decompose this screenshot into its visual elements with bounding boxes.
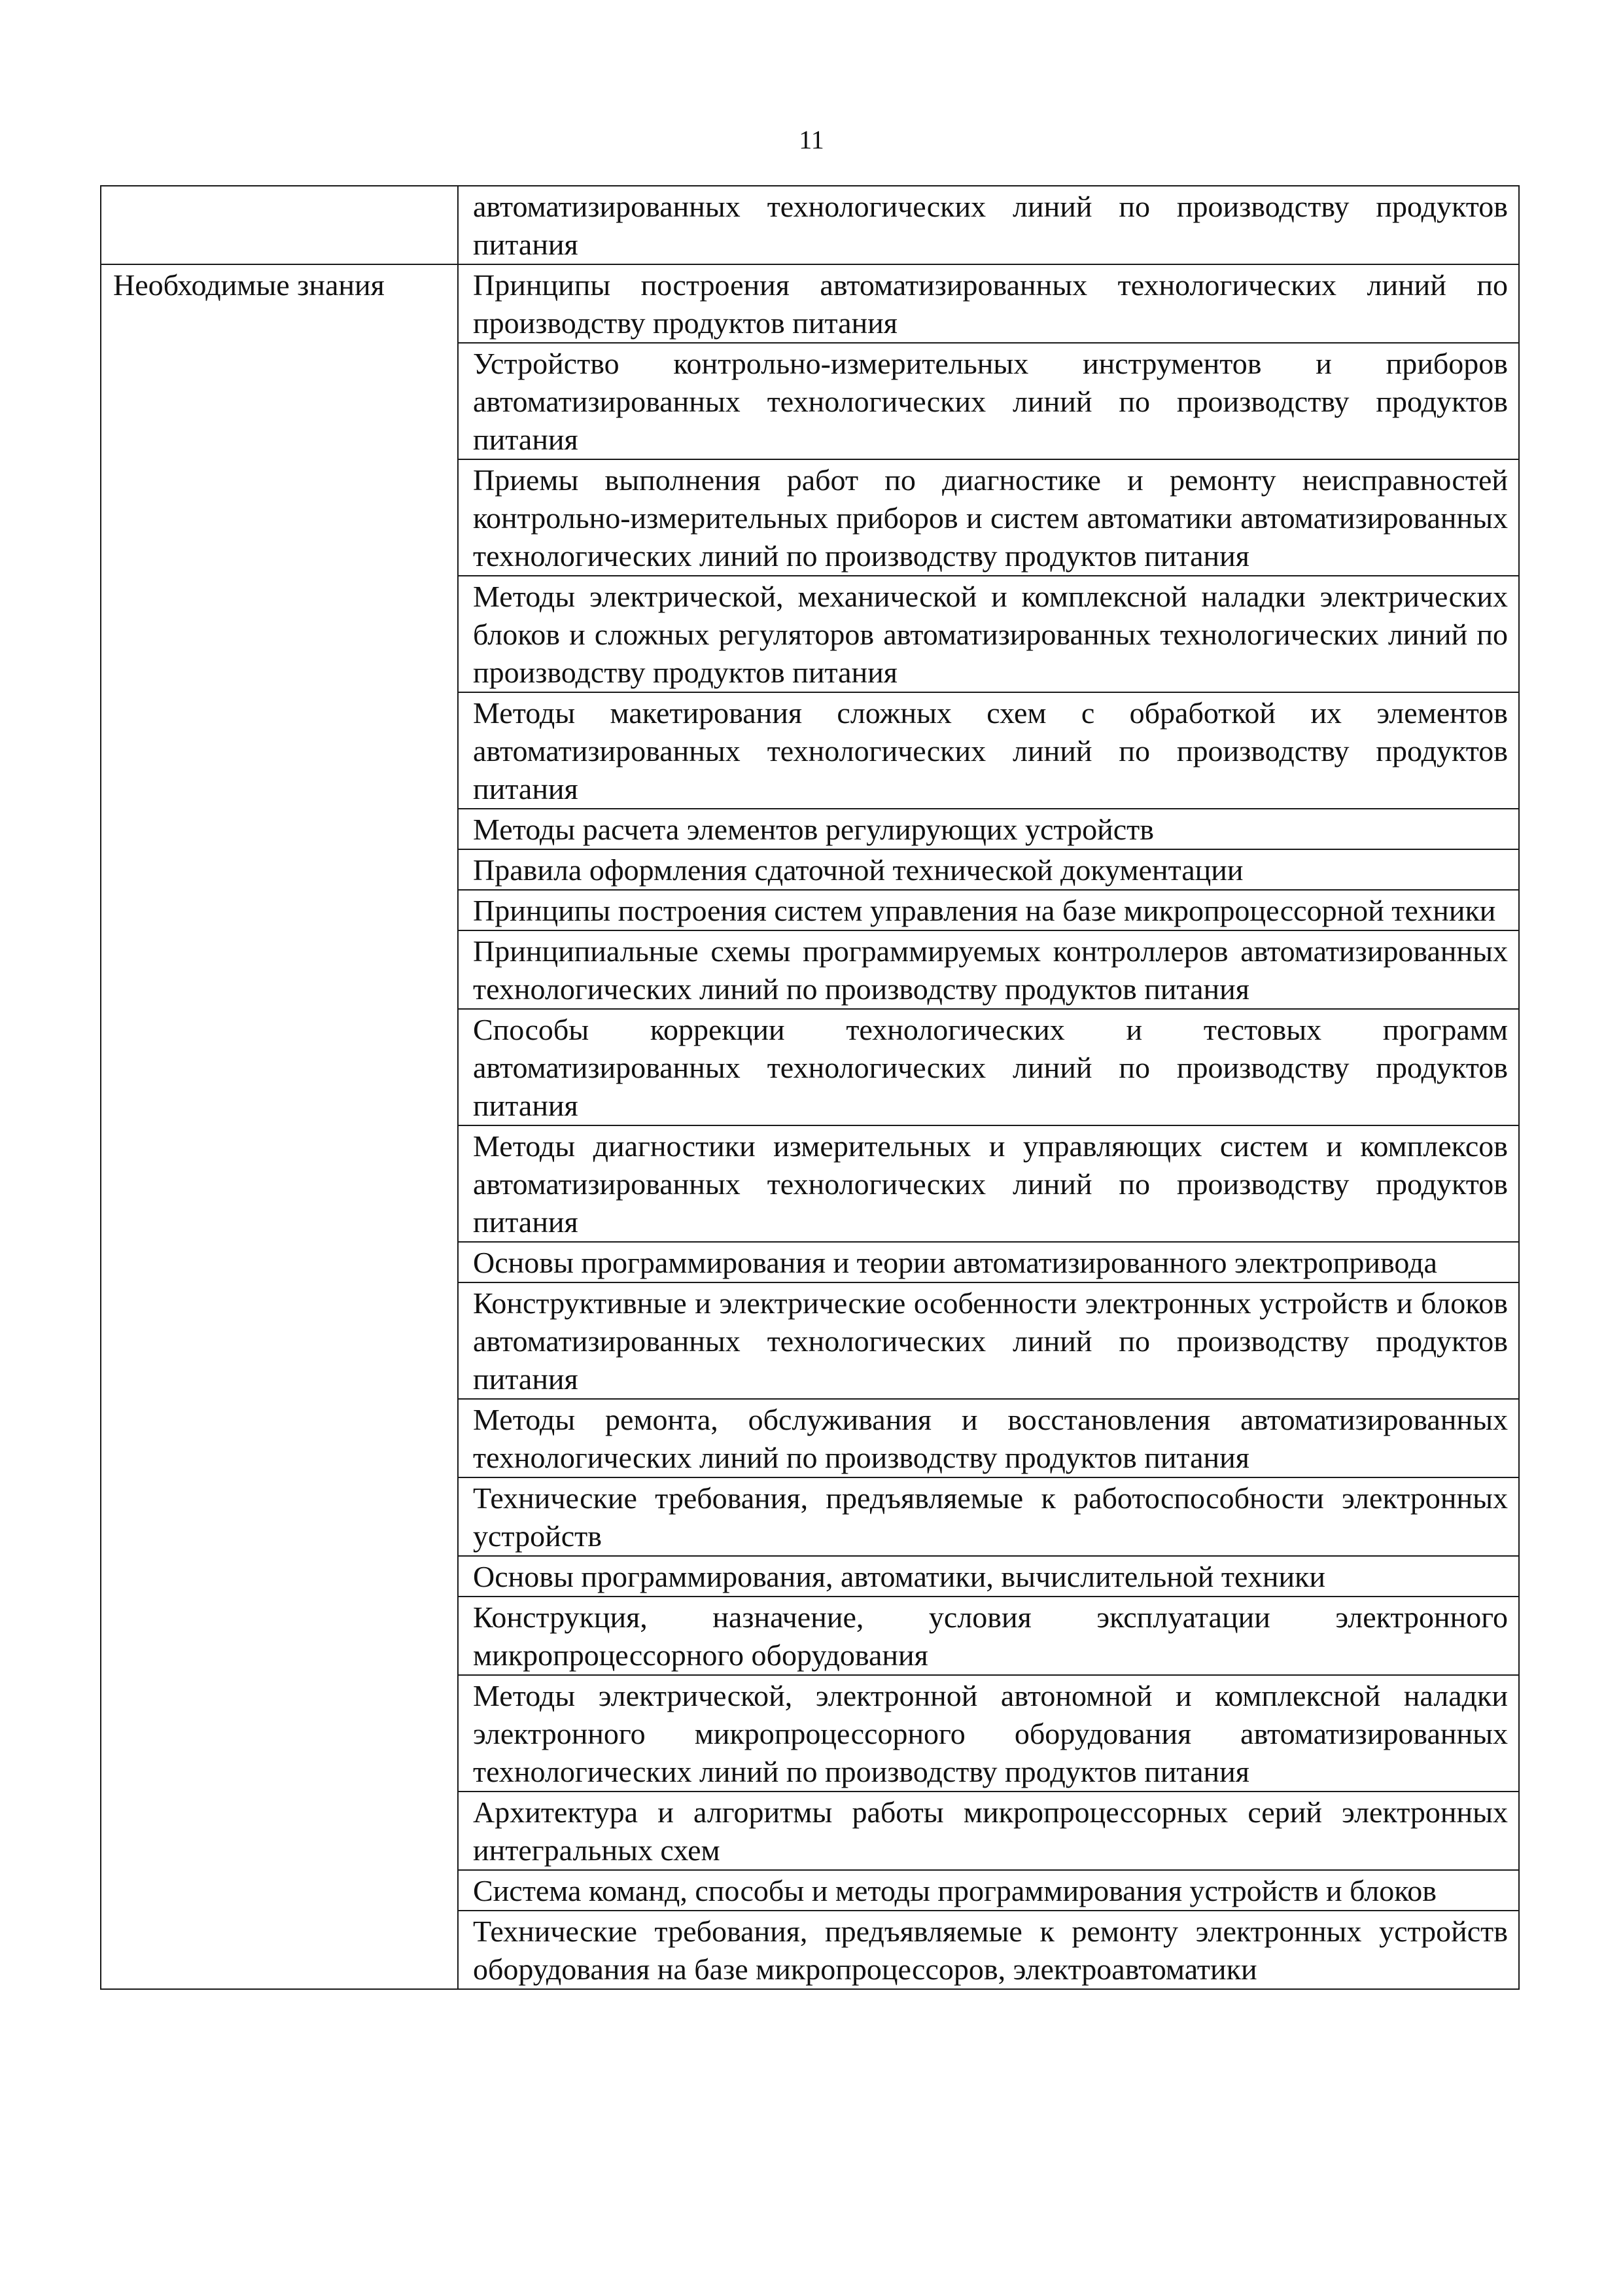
knowledge-item: Методы ремонта, обслуживания и восстановления автоматизированных технологических линий по производству продуктов питания [458,1399,1519,1477]
knowledge-item: Основы программирования и теории автоматизированного электропривода [458,1242,1519,1282]
knowledge-item: Правила оформления сдаточной технической документации [458,849,1519,890]
knowledge-item: Принципы построения систем управления на базе микропроцессорной техники [458,890,1519,930]
knowledge-item: Методы электрической, механической и комплексной наладки электрических блоков и сложных регуляторов автоматизированных технологических линий по производству продуктов питания [458,576,1519,692]
section-label: Необходимые знания [101,264,458,1989]
knowledge-item: Методы диагностики измерительных и управляющих систем и комплексов автоматизированных технологических линий по производству продуктов питания [458,1125,1519,1242]
knowledge-table [100,185,1520,1990]
knowledge-item: Конструкция, назначение, условия эксплуатации электронного микропроцессорного оборудования [458,1597,1519,1675]
knowledge-item: Методы макетирования сложных схем с обработкой их элементов автоматизированных технологических линий по производству продуктов питания [458,692,1519,809]
empty-label-cell [101,186,458,264]
knowledge-item: Приемы выполнения работ по диагностике и ремонту неисправностей контрольно-измерительных приборов и систем автоматики автоматизированных технологических линий по производству продуктов питания [458,459,1519,576]
knowledge-item: Конструктивные и электрические особенности электронных устройств и блоков автоматизированных технологических линий по производству продуктов питания [458,1282,1519,1399]
knowledge-item: Основы программирования, автоматики, вычислительной техники [458,1556,1519,1597]
knowledge-item: Методы расчета элементов регулирующих устройств [458,809,1519,849]
page-number: 11 [799,125,824,154]
knowledge-item: Технические требования, предъявляемые к работоспособности электронных устройств [458,1477,1519,1556]
knowledge-item: Принципы построения автоматизированных технологических линий по производству продуктов питания [458,264,1519,343]
knowledge-item: Способы коррекции технологических и тестовых программ автоматизированных технологических линий по производству продуктов питания [458,1009,1519,1125]
table-row-continuation [101,186,1519,264]
table-row [101,264,1519,343]
knowledge-item: Методы электрической, электронной автономной и комплексной наладки электронного микропроцессорного оборудования автоматизированных технологических линий по производству продуктов питания [458,1675,1519,1792]
knowledge-item: Принципиальные схемы программируемых контроллеров автоматизированных технологических линий по производству продуктов питания [458,930,1519,1009]
continuation-cell: автоматизированных технологических линий по производству продуктов питания [458,186,1519,264]
knowledge-item: Технические требования, предъявляемые к ремонту электронных устройств оборудования на базе микропроцессоров, электроавтоматики [458,1911,1519,1989]
knowledge-item: Архитектура и алгоритмы работы микропроцессорных серий электронных интегральных схем [458,1792,1519,1870]
knowledge-item: Устройство контрольно-измерительных инструментов и приборов автоматизированных технологических линий по производству продуктов питания [458,343,1519,459]
knowledge-item: Система команд, способы и методы программирования устройств и блоков [458,1870,1519,1911]
